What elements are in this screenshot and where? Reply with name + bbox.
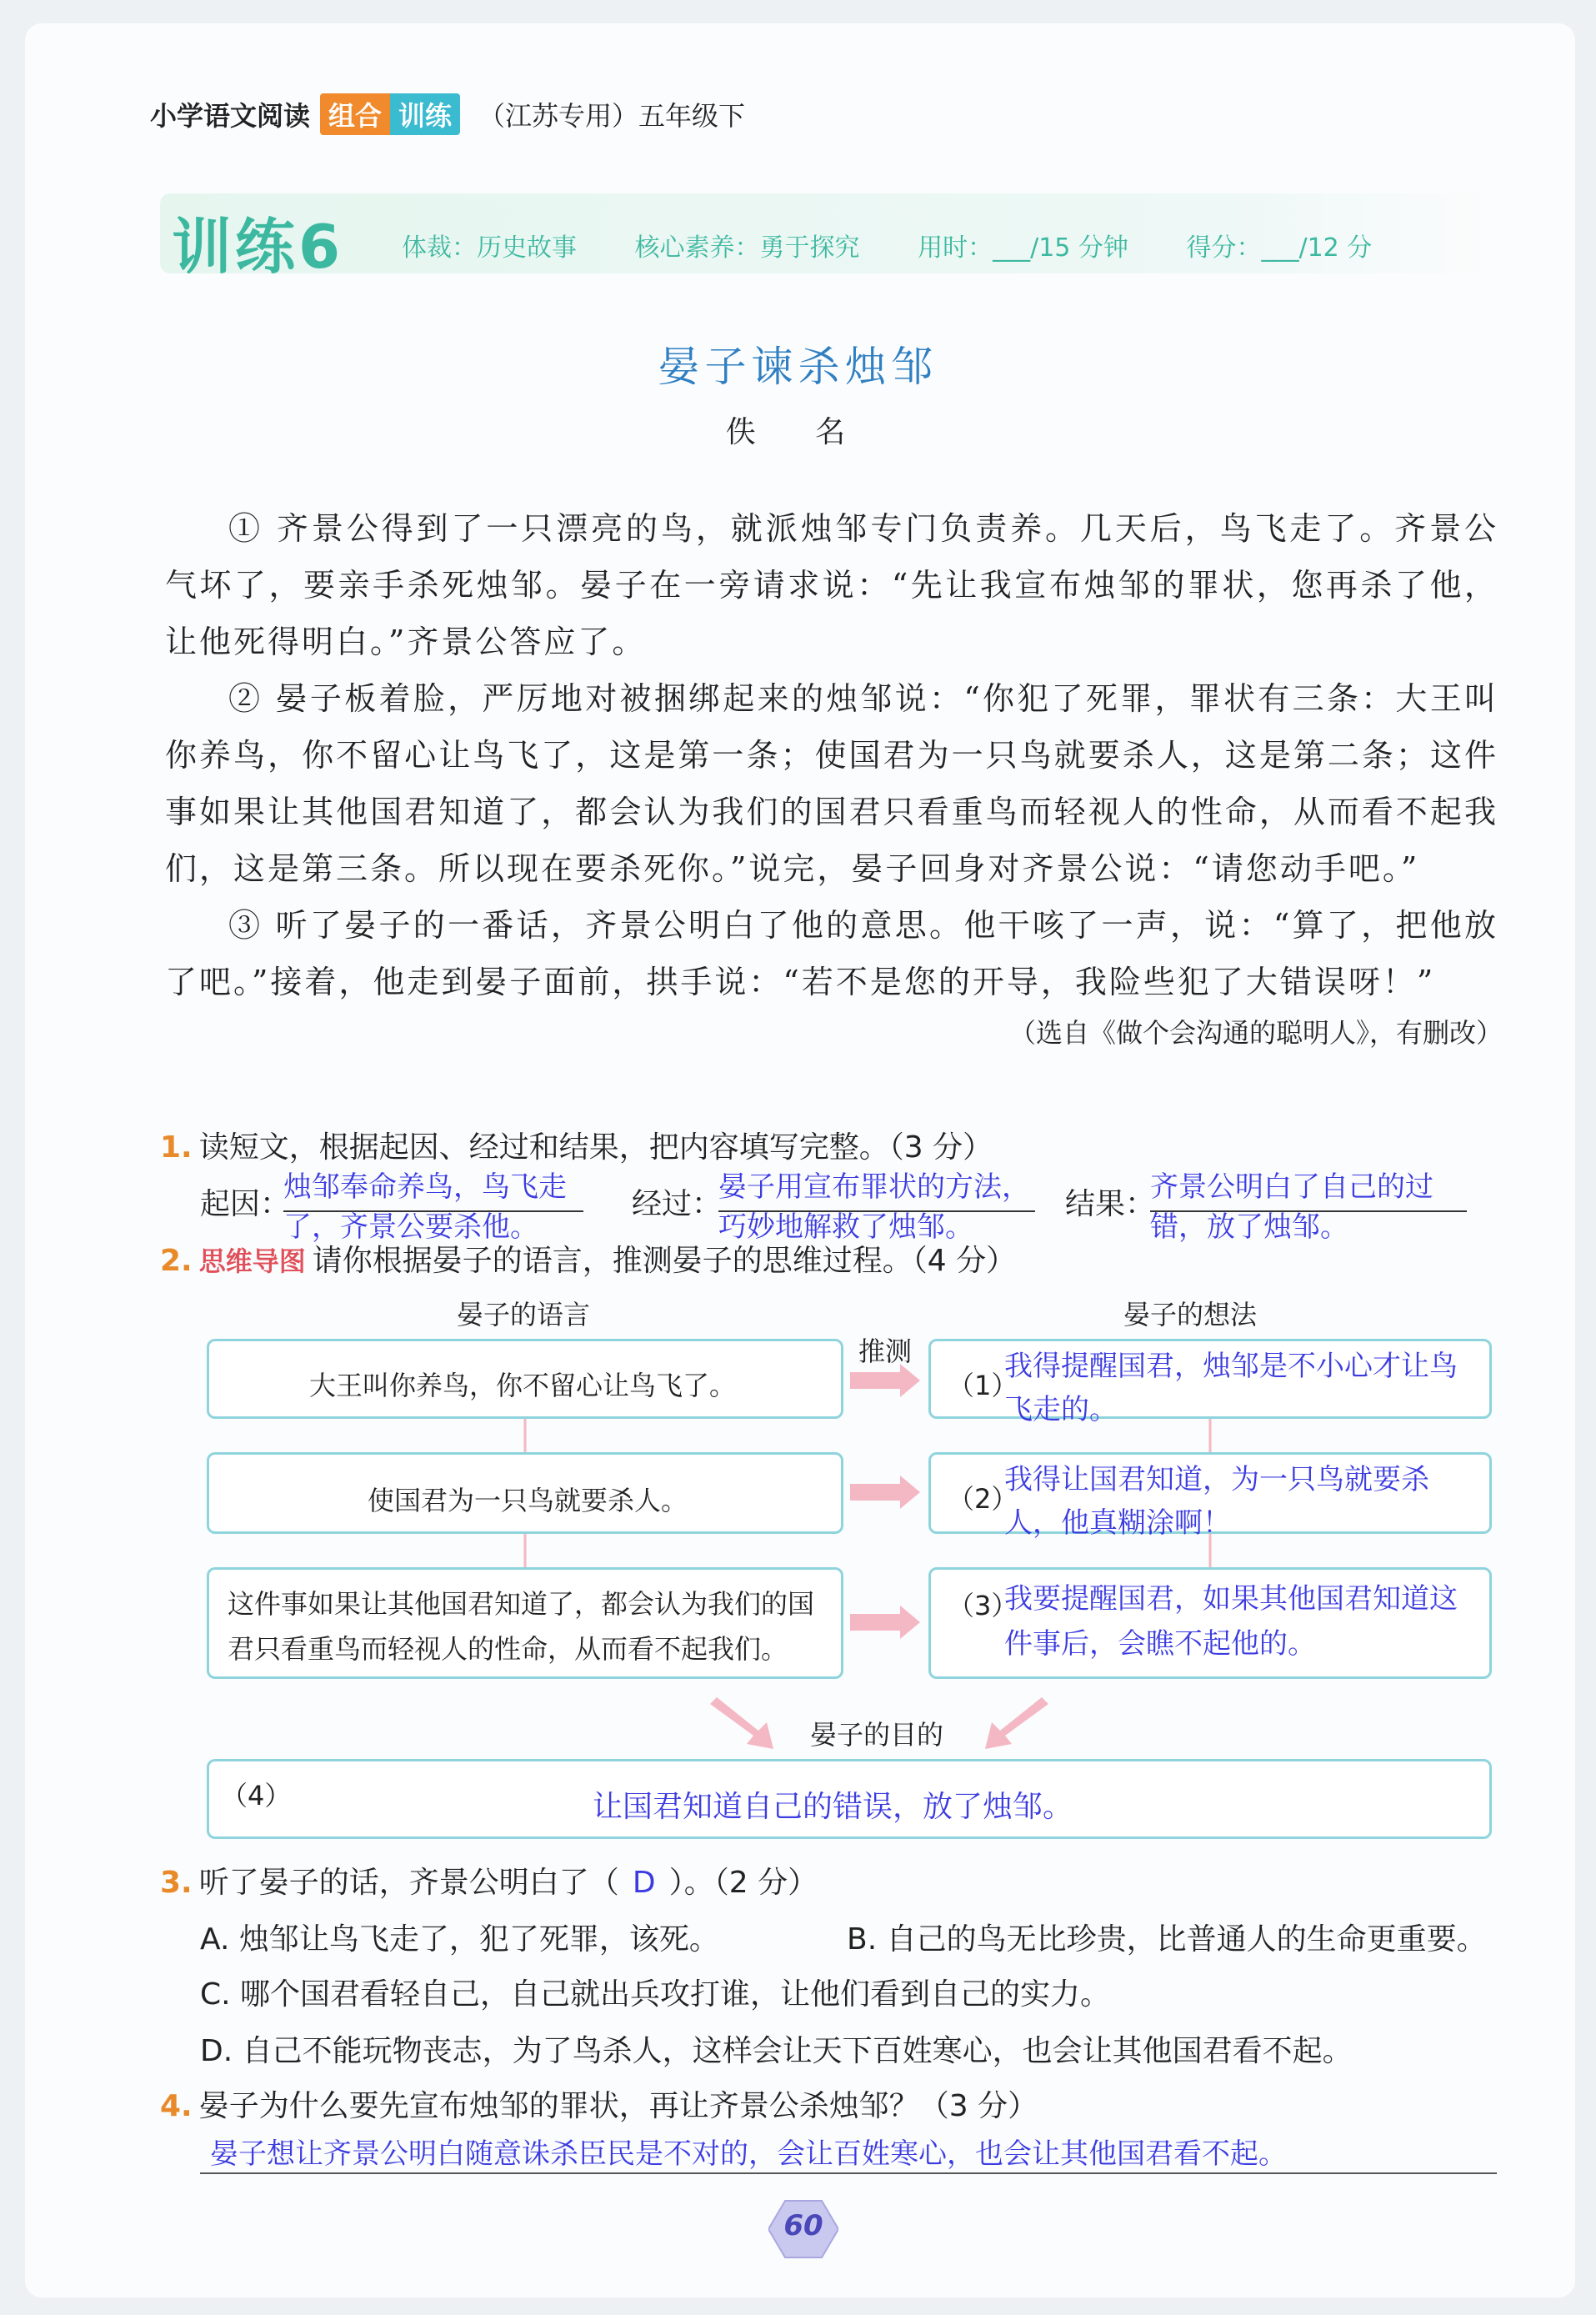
thought-box-1: [928, 1339, 1492, 1426]
arrow-2: [850, 1476, 920, 1509]
thought-answer[interactable]: 我得让国君知道，为一只鸟就要杀人，他真糊涂啊！: [1004, 1463, 1429, 1540]
speech-box-2: [207, 1452, 843, 1534]
question-text: 读短文，根据起因、经过和结果，把内容填写完整。（3 分）: [198, 1130, 993, 1165]
speech-text: 使国君为一只鸟就要杀人。: [368, 1485, 688, 1516]
lesson-title: 训练6: [172, 212, 344, 282]
question-number: 3.: [160, 1866, 193, 1900]
arrow-1: [850, 1364, 920, 1397]
choice-answer[interactable]: D: [632, 1866, 656, 1900]
question-text: 请你根据晏子的语言，推测晏子的思维过程。（4 分）: [312, 1244, 1017, 1278]
purpose-label: 晏子的目的: [810, 1719, 944, 1751]
q4-answer[interactable]: 晏子想让齐景公明白随意诛杀臣民是不对的，会让百姓寒心，也会让其他国君看不起。: [210, 2137, 1287, 2171]
thought-answer[interactable]: 我得提醒国君，烛邹是不小心才让鸟飞走的。: [1004, 1350, 1458, 1426]
book-edition: （江苏专用）五年级下: [478, 100, 746, 132]
process-label: 经过：: [632, 1187, 723, 1221]
speech-text: 这件事如果让其他国君知道了，都会认为我们的国君只看重鸟而轻视人的性命，从而看不起我们。: [228, 1588, 815, 1665]
arrow-label: 推测: [858, 1335, 913, 1367]
result-label: 结果：: [1065, 1187, 1156, 1221]
thought-box-3: [928, 1567, 1492, 1679]
speech-text: 大王叫你养鸟，你不留心让鸟飞了。: [309, 1370, 737, 1401]
right-header: 晏子的想法: [1123, 1299, 1258, 1330]
process-answer[interactable]: 晏子用宣布罪状的方法，巧妙地解救了烛邹。: [718, 1170, 1030, 1244]
result-answer[interactable]: 齐景公明白了自己的过错，放了烛邹。: [1150, 1170, 1433, 1244]
arrow-3: [850, 1606, 920, 1639]
purpose-number: （4）: [221, 1780, 292, 1811]
header-tag-training: 训练: [390, 93, 460, 135]
article-title: 晏子谏杀烛邹: [658, 343, 938, 391]
paragraph-1: ① 齐景公得到了一只漂亮的鸟，就派烛邹专门负责养。几天后，鸟飞走了。齐景公气坏了，要亲手杀死烛邹。晏子在一旁请求说：“先让我宣布烛邹的罪状，您再杀了他，让他死得明白。”齐景公答应了。: [165, 510, 1498, 660]
q4-underline: [200, 2172, 1497, 2174]
question-number: 2.: [160, 1244, 193, 1278]
paragraph-2: ② 晏子板着脸，严厉地对被捆绑起来的烛邹说：“你犯了死罪，罪状有三条：大王叫你养鸟，你不留心让鸟飞了，这是第一条；使国君为一只鸟就要杀人，这是第二条；这件事如果让其他国君知道了，都会认为我们的国君只看重鸟而轻视人的性命，从而看不起我们，这是第三条。所以现在要杀死你。”说完，晏子回身对齐景公说：“请您动手吧。”: [165, 680, 1498, 887]
paragraph-3: ③ 听了晏子的一番话，齐景公明白了他的意思。他干咳了一声，说：“算了，把他放了吧。”接着，他走到晏子面前，拱手说：“若不是您的开导，我险些犯了大错误呀！”: [165, 907, 1498, 1000]
mind-map-tag: 思维导图: [198, 1245, 306, 1277]
option-a[interactable]: A. 烛邹让鸟飞走了，犯了死罪，该死。: [200, 1922, 719, 1957]
question-number: 1.: [160, 1130, 193, 1165]
left-header: 晏子的语言: [457, 1299, 591, 1330]
cause-label: 起因：: [200, 1187, 291, 1221]
header-tag-combo: 组合: [320, 93, 390, 135]
option-c[interactable]: C. 哪个国君看轻自己，自己就出兵攻打谁，让他们看到自己的实力。: [200, 1977, 1111, 2012]
thought-number: （3）: [948, 1590, 1018, 1621]
article-author: 佚 名: [725, 415, 871, 449]
thought-number: （2）: [948, 1483, 1018, 1515]
thought-answer[interactable]: 我要提醒国君，如果其他国君知道这件事后，会瞧不起他的。: [1004, 1582, 1458, 1661]
speech-box-1: [207, 1339, 843, 1419]
article-source: （选自《做个会沟通的聪明人》，有删改）: [1008, 1017, 1503, 1049]
question-text-before: 听了晏子的话，齐景公明白了（: [198, 1866, 619, 1900]
purpose-box: [207, 1759, 1492, 1839]
genre-label: 体裁：历史故事: [402, 233, 577, 263]
question-number: 4.: [160, 2089, 193, 2123]
time-label: 用时：___/15 分钟: [918, 233, 1128, 263]
score-label: 得分：___/12 分: [1186, 233, 1373, 263]
option-d[interactable]: D. 自己不能玩物丧志，为了鸟杀人，这样会让天下百姓寒心，也会让其他国君看不起。: [200, 2034, 1353, 2068]
speech-box-3: [207, 1567, 843, 1679]
question-text-after: ）。（2 分）: [668, 1866, 818, 1900]
thought-number: （1）: [948, 1370, 1018, 1401]
cause-answer[interactable]: 烛邹奉命养鸟，鸟飞走了，齐景公要杀他。: [283, 1170, 567, 1244]
thought-box-2: [928, 1452, 1492, 1540]
option-b[interactable]: B. 自己的鸟无比珍贵，比普通人的生命更重要。: [847, 1922, 1487, 1957]
purpose-answer[interactable]: 让国君知道自己的错误，放了烛邹。: [593, 1790, 1073, 1824]
arrow-down-right: [985, 1697, 1048, 1749]
core-label: 核心素养：勇于探究: [634, 233, 860, 263]
page-number: 60: [783, 2209, 823, 2242]
question-text: 晏子为什么要先宣布烛邹的罪状，再让齐景公杀烛邹？（3 分）: [198, 2089, 1038, 2123]
question-4: [160, 2082, 1038, 2125]
question-3: [160, 1859, 818, 1902]
arrow-down-left: [710, 1697, 773, 1749]
book-name: 小学语文阅读: [150, 100, 311, 132]
